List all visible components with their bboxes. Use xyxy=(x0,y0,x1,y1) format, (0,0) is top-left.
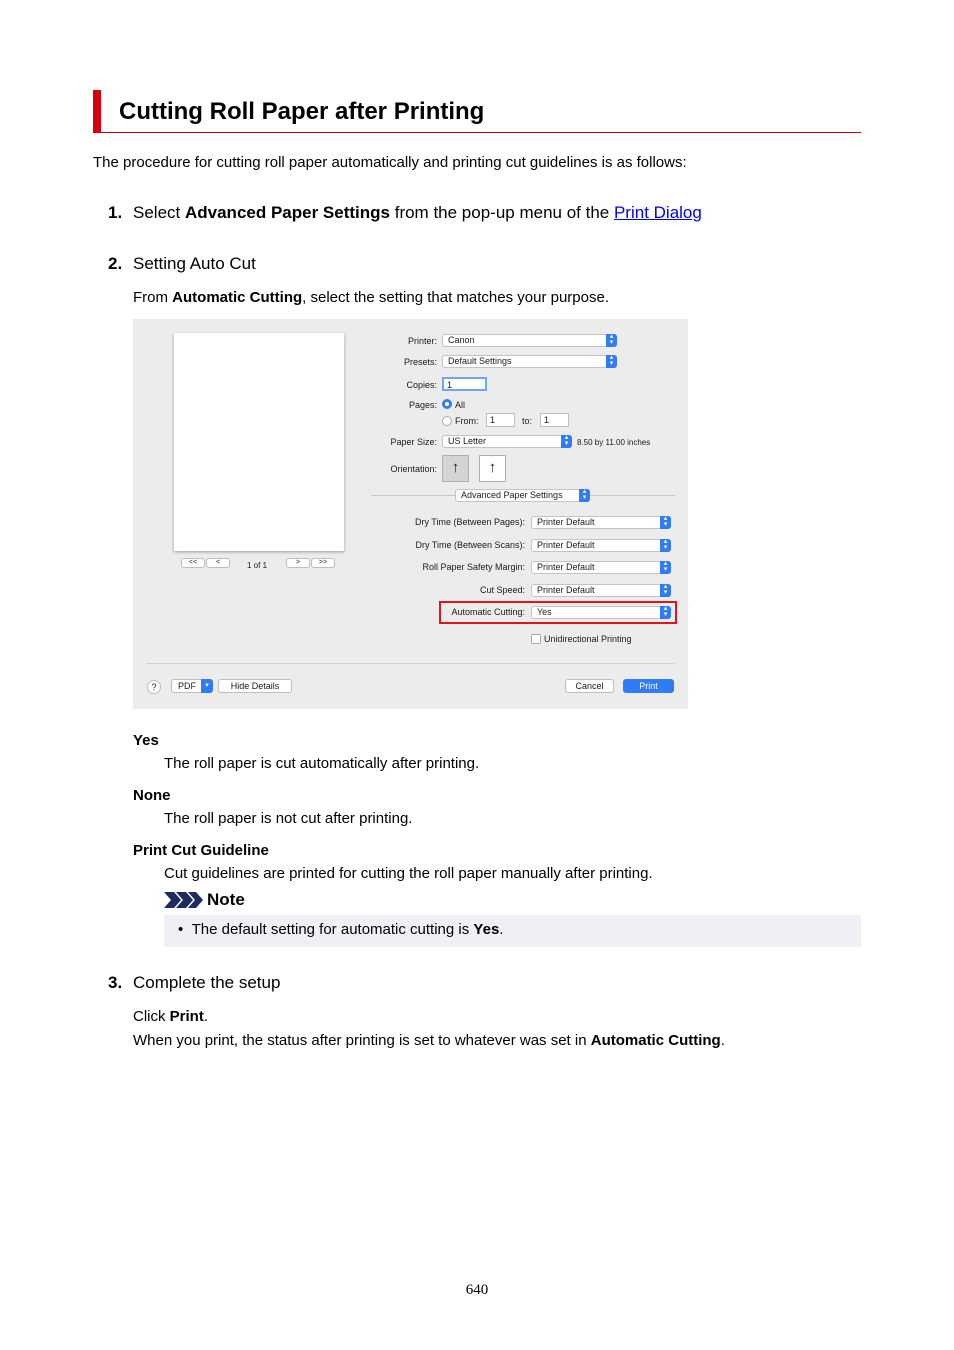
paper-size-label: Paper Size: xyxy=(390,437,437,447)
presets-select[interactable]: Default Settings ▴ ▾ xyxy=(442,355,617,368)
hide-details-button[interactable]: Hide Details xyxy=(218,679,292,693)
page-preview xyxy=(174,333,344,551)
pages-to-input[interactable]: 1 xyxy=(540,413,569,427)
option-none-desc: The roll paper is not cut after printing. xyxy=(164,810,413,827)
safety-margin-select[interactable]: Printer Default ▴ ▾ xyxy=(531,561,671,574)
cut-speed-select[interactable]: Printer Default ▴ ▾ xyxy=(531,584,671,597)
intro-text: The procedure for cutting roll paper automatically and printing cut guidelines is as follows: xyxy=(93,154,687,171)
pages-from-label: From: xyxy=(455,416,479,426)
pages-to-label: to: xyxy=(522,416,533,426)
page-title: Cutting Roll Paper after Printing xyxy=(119,98,485,125)
unidirectional-label: Unidirectional Printing xyxy=(544,634,632,644)
page-number: 640 xyxy=(465,1282,489,1298)
option-yes-term: Yes xyxy=(133,732,159,749)
landscape-orientation-icon[interactable]: ↑ xyxy=(479,455,506,482)
step-3-line-2: When you print, the status after printing is set to whatever was set in Automatic Cutting. xyxy=(133,1032,725,1049)
updown-arrow-icon: ▴ ▾ xyxy=(660,584,671,597)
pages-range-radio[interactable] xyxy=(442,416,452,426)
updown-arrow-icon: ▴ ▾ xyxy=(606,334,617,347)
pages-all-radio[interactable] xyxy=(442,399,452,409)
updown-arrow-icon: ▴ ▾ xyxy=(660,539,671,552)
page-count: 1 of 1 xyxy=(247,561,268,570)
note-chevrons-icon xyxy=(164,892,204,908)
nav-last-button[interactable]: >> xyxy=(311,558,335,568)
dry-time-scans-select[interactable]: Printer Default ▴ ▾ xyxy=(531,539,671,552)
note-item: • The default setting for automatic cutting is Yes. xyxy=(178,921,504,938)
pages-from-input[interactable]: 1 xyxy=(486,413,515,427)
printer-label: Printer: xyxy=(407,336,437,346)
unidirectional-checkbox[interactable] xyxy=(531,634,541,644)
heading-rule xyxy=(101,132,861,133)
note-title: Note xyxy=(207,890,245,909)
cut-speed-label: Cut Speed: xyxy=(479,585,525,595)
safety-margin-label: Roll Paper Safety Margin: xyxy=(422,562,525,572)
bullet-icon: • xyxy=(178,921,192,938)
help-icon[interactable]: ? xyxy=(147,680,161,694)
separator xyxy=(146,663,675,664)
step-2-number: 2. xyxy=(108,254,123,273)
step-1-number: 1. xyxy=(108,203,123,222)
nav-prev-button[interactable]: < xyxy=(206,558,230,568)
print-dialog-link[interactable]: Print Dialog xyxy=(613,203,702,222)
paper-size-dims: 8.50 by 11.00 inches xyxy=(577,438,651,447)
portrait-orientation-icon[interactable]: ↑ xyxy=(442,455,469,482)
pages-all-label: All xyxy=(455,400,466,410)
dry-time-pages-select[interactable]: Printer Default ▴ ▾ xyxy=(531,516,671,529)
copies-label: Copies: xyxy=(406,380,437,390)
option-yes-desc: The roll paper is cut automatically after printing. xyxy=(164,755,480,772)
orientation-label: Orientation: xyxy=(390,464,437,474)
step-3-line-1: Click Print. xyxy=(133,1008,209,1025)
step-3-number: 3. xyxy=(108,973,123,992)
updown-arrow-icon: ▴ ▾ xyxy=(606,355,617,368)
heading-accent-bar xyxy=(93,90,101,133)
print-button[interactable]: Print xyxy=(623,679,674,693)
updown-arrow-icon: ▴ ▾ xyxy=(660,516,671,529)
dry-time-scans-label: Dry Time (Between Scans): xyxy=(415,540,525,550)
updown-arrow-icon: ▴ ▾ xyxy=(579,489,590,502)
option-guideline-term: Print Cut Guideline xyxy=(133,842,269,859)
step-2-desc: From Automatic Cutting, select the setting that matches your purpose. xyxy=(133,289,609,306)
nav-next-button[interactable]: > xyxy=(286,558,310,568)
pages-label: Pages: xyxy=(408,400,437,410)
option-none-term: None xyxy=(133,787,171,804)
updown-arrow-icon: ▴ ▾ xyxy=(561,435,572,448)
printer-select[interactable]: Canon ▴ ▾ xyxy=(442,334,617,347)
step-3-title: Complete the setup xyxy=(133,973,281,992)
highlight-box xyxy=(439,601,677,624)
print-dialog-screenshot xyxy=(133,319,688,709)
dry-time-pages-label: Dry Time (Between Pages): xyxy=(414,517,525,527)
updown-arrow-icon: ▴ ▾ xyxy=(660,561,671,574)
copies-input[interactable]: 1 xyxy=(442,377,487,391)
step-2-title: Setting Auto Cut xyxy=(133,254,256,273)
pdf-menu-button[interactable]: PDF ▾ xyxy=(171,679,213,693)
automatic-cutting-label: Automatic Cutting: xyxy=(451,607,525,617)
nav-first-button[interactable]: << xyxy=(181,558,205,568)
presets-label: Presets: xyxy=(403,357,437,367)
updown-arrow-icon: ▴ ▾ xyxy=(660,606,671,619)
cancel-button[interactable]: Cancel xyxy=(565,679,614,693)
paper-size-select[interactable]: US Letter ▴ ▾ xyxy=(442,435,572,448)
chevron-down-icon: ▾ xyxy=(201,679,213,693)
step-1-text: Select Advanced Paper Settings from the pop-up menu of the Print Dialog xyxy=(133,203,702,222)
option-guideline-desc: Cut guidelines are printed for cutting the roll paper manually after printing. xyxy=(164,865,653,882)
section-menu-select[interactable]: Advanced Paper Settings ▴ ▾ xyxy=(455,489,590,502)
automatic-cutting-select[interactable]: Yes ▴ ▾ xyxy=(531,606,671,619)
